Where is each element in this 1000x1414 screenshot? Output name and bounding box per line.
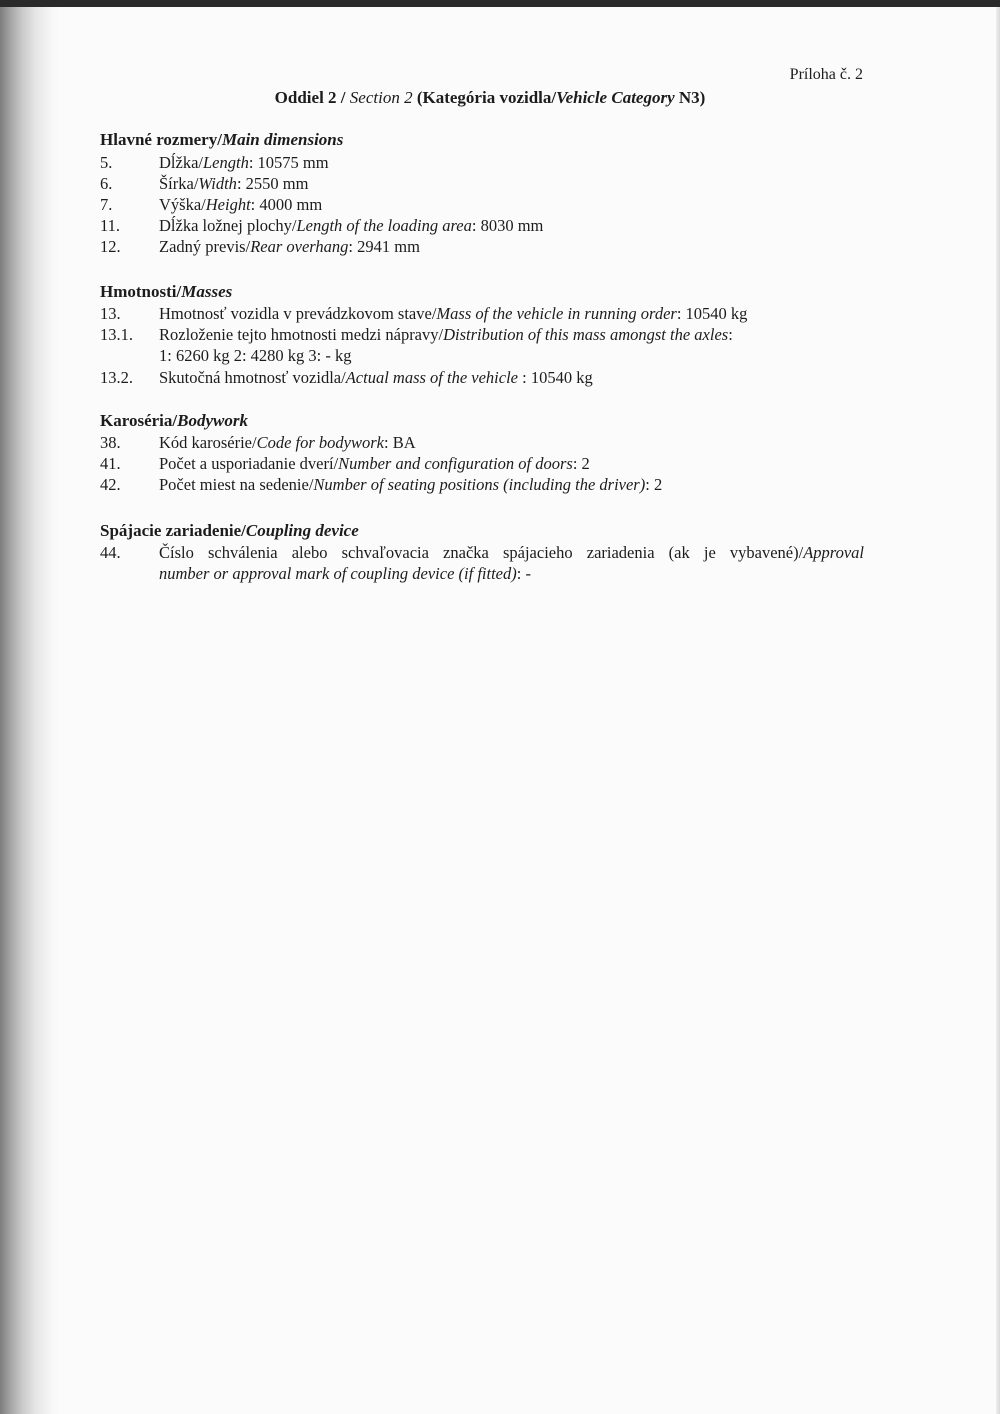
title-category-value: N3) bbox=[674, 88, 706, 107]
scan-right-edge bbox=[996, 7, 1000, 1414]
title-category-sk: (Kategória vozidla/ bbox=[416, 88, 557, 107]
section-title bbox=[0, 88, 980, 108]
list-item-number: 44. bbox=[100, 543, 121, 562]
list-item: Číslo schválenia alebo schvaľovacia značka spájacieho zariadenia (ak je vybavené)/Approval number or approval mark of coupling device (if fitted): - bbox=[159, 543, 864, 583]
annex-label: Príloha č. 2 bbox=[789, 66, 863, 83]
scan-top-edge bbox=[0, 0, 1000, 7]
heading-coupling-device: Spájacie zariadenie/Coupling device bbox=[100, 521, 359, 540]
heading-main-dimensions: Hlavné rozmery/Main dimensions bbox=[100, 130, 344, 149]
scan-binding-shadow bbox=[0, 7, 60, 1414]
heading-masses: Hmotnosti/Masses bbox=[100, 282, 233, 301]
heading-bodywork: Karoséria/Bodywork bbox=[100, 411, 248, 430]
title-part-en: Section 2 bbox=[349, 88, 417, 107]
title-category-en: Vehicle Category bbox=[556, 88, 675, 107]
title-part-sk: Oddiel 2 / bbox=[274, 88, 350, 107]
axle-distribution: 1: 6260 kg 2: 4280 kg 3: - kg bbox=[159, 346, 352, 365]
